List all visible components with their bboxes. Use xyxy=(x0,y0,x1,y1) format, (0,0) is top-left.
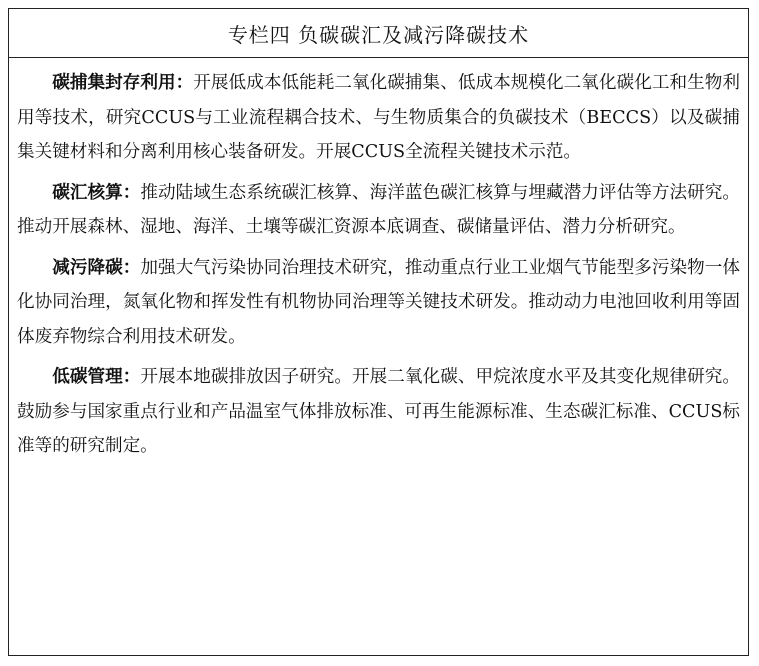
column-title: 专栏四 负碳碳汇及减污降碳技术 xyxy=(9,9,748,58)
column-box xyxy=(8,8,749,656)
paragraph-pollution-carbon-reduction xyxy=(17,251,740,355)
paragraph-low-carbon-management xyxy=(17,360,740,464)
paragraph-lead: 碳汇核算： xyxy=(52,182,141,203)
paragraph-lead: 碳捕集封存利用： xyxy=(52,73,194,93)
column-body xyxy=(9,58,748,464)
paragraph-ccus xyxy=(17,66,740,170)
paragraph-text: 开展低成本低能耗二氧化碳捕集、低成本规模化二氧化碳化工和生物利用等技术，研究CCUS与工业流程耦合技术、与生物质集合的负碳技术（BECCS）以及碳捕集关键材料和分离利用核心装备研发。开展CCUS全流程关键技术示范。 xyxy=(17,73,740,162)
paragraph-text: 加强大气污染协同治理技术研究，推动重点行业工业烟气节能型多污染物一体化协同治理，氮氧化物和挥发性有机物协同治理等关键技术研发。推动动力电池回收利用等固体废弃物综合利用技术研发。 xyxy=(17,257,740,347)
paragraph-lead: 低碳管理： xyxy=(52,367,141,387)
paragraph-carbon-sink-accounting xyxy=(17,176,740,245)
paragraph-text: 推动陆域生态系统碳汇核算、海洋蓝色碳汇核算与埋藏潜力评估等方法研究。推动开展森林、湿地、海洋、土壤等碳汇资源本底调查、碳储量评估、潜力分析研究。 xyxy=(17,182,740,237)
paragraph-text: 开展本地碳排放因子研究。开展二氧化碳、甲烷浓度水平及其变化规律研究。鼓励参与国家重点行业和产品温室气体排放标准、可再生能源标准、生态碳汇标准、CCUS标准等的研究制定。 xyxy=(17,367,740,456)
paragraph-lead: 减污降碳： xyxy=(52,257,141,278)
